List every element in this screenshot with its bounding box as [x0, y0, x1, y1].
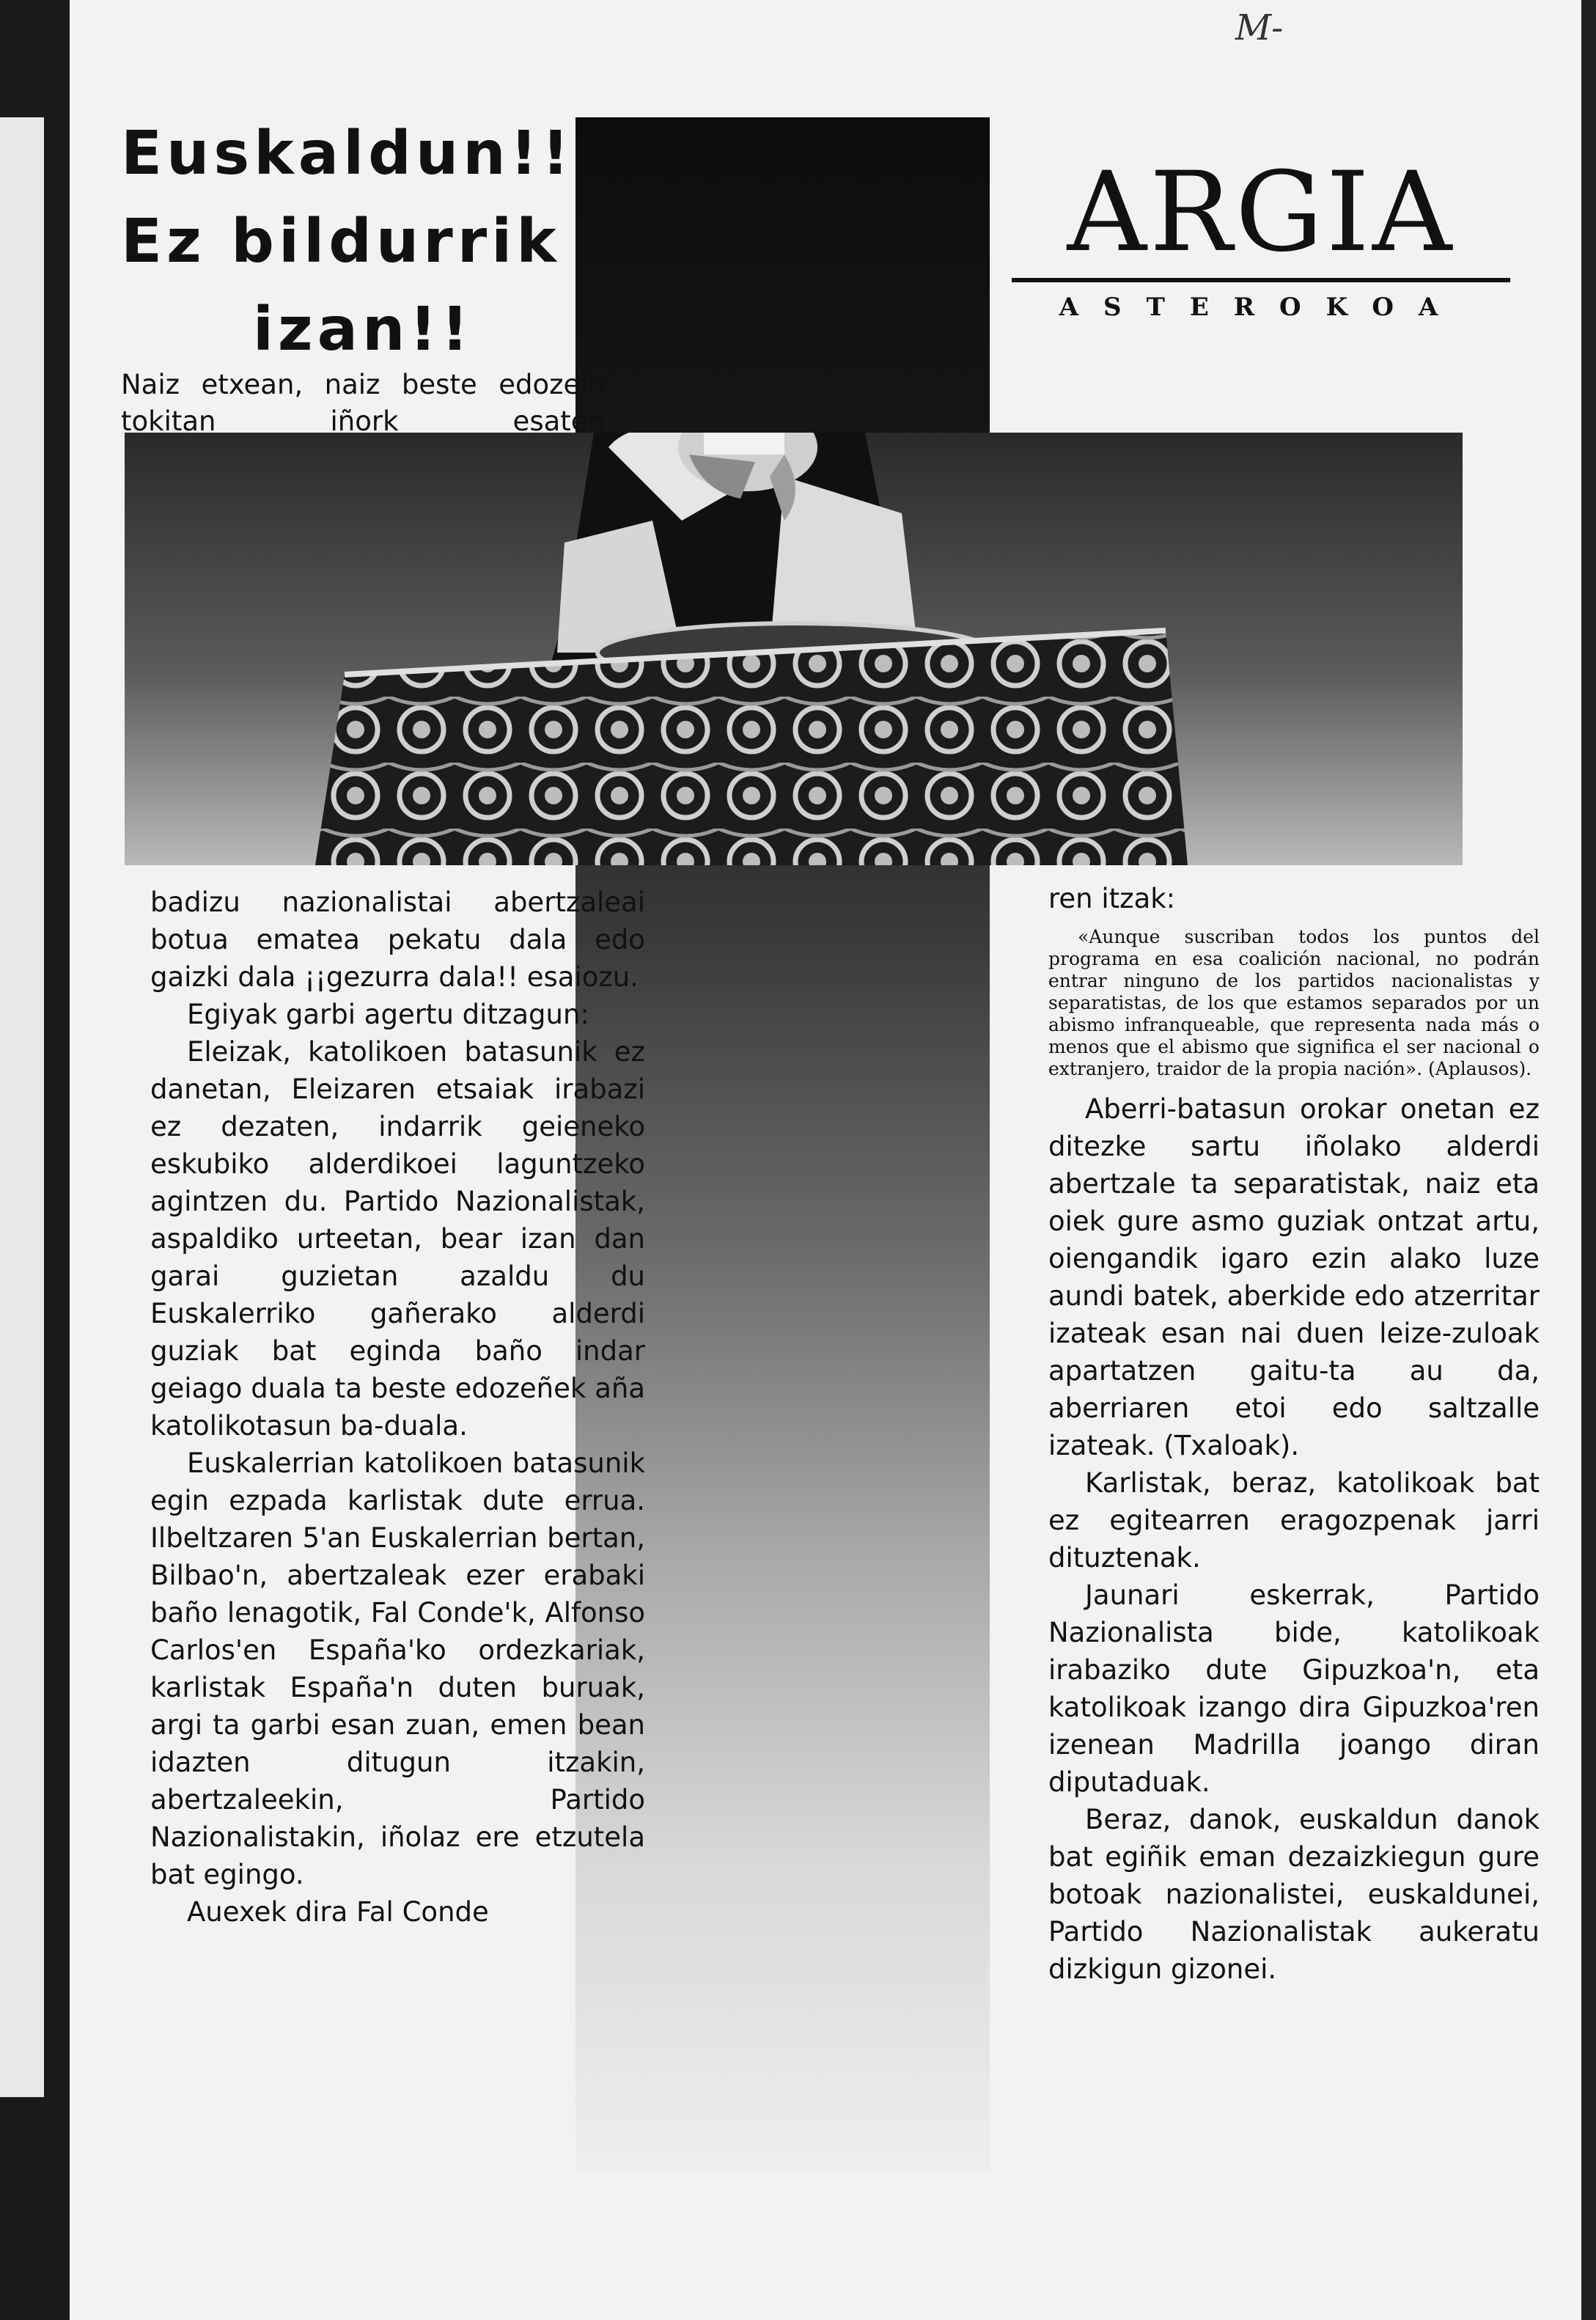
- cross-photo-praying-figure: [125, 433, 1463, 865]
- spanish-quote: [1048, 926, 1540, 1080]
- paragraph-lead: ren itzak:: [1048, 883, 1176, 914]
- masthead-subtitle: ASTEROKOA: [1059, 293, 1463, 322]
- paragraph: Beraz, danok, euskaldun danok bat egiñik eman dezaizkiegun gure botoak nazionalistei, euskaldunei, Partido Nazionalistak aukeratu dizkigun gizonei.: [1048, 1804, 1540, 1985]
- photo-illustration: [125, 433, 1463, 865]
- handwritten-note: M-: [1235, 7, 1284, 48]
- paragraph: Auexek dira Fal Conde: [187, 1896, 489, 1928]
- paragraph: Aberri-batasun orokar onetan ez ditezke sartu iñolako alderdi abertzale ta separatistak, naiz eta oiek gure asmo guziak ontzat artu, oiengandik igaro ezin alako luze aundi batek, aberkide edo atzerritar izateak esan nai duen leize-zuloak apartatzen gaitu-ta au da, aberriaren etoi edo saltzalle izateak. (Txaloak).: [1048, 1093, 1540, 1461]
- headline-line-3: izan!!: [252, 295, 474, 364]
- adjacent-page-strip: [0, 117, 44, 2097]
- masthead: [997, 150, 1525, 322]
- headline-line-2: Ez bildurrik: [121, 207, 561, 276]
- quote-text: «Aunque suscriban todos los puntos del programa en esa coalición nacional, no podrán entrar ninguno de los partidos nacionalistas y separatistas, de los que estamos separados por un abismo infranqueable, que representa nada más o menos que el abismo que significa el ser nacional o extranjero, traidor de la propia nación». (Aplausos).: [1048, 926, 1540, 1079]
- headline-line-1: Euskaldun!!: [121, 119, 574, 188]
- right-column: [1048, 880, 1540, 1988]
- headline: [121, 110, 605, 374]
- paragraph: Egiyak garbi agertu ditzagun:: [187, 999, 589, 1030]
- intro-text: Naiz etxean, naiz beste edozein tokitan iñork esaten: [121, 369, 605, 437]
- paragraph: Jaunari eskerrak, Partido Nazionalista bide, katolikoak irabaziko dute Gipuzkoa'n, eta katolikoak izango dira Gipuzkoa'ren izenean Madrilla joango diran diputaduak.: [1048, 1579, 1540, 1798]
- scan-edge-right: [1581, 0, 1596, 2320]
- paragraph: Karlistak, beraz, katolikoak bat ez egitearren eragozpenak jarri dituztenak.: [1048, 1467, 1540, 1574]
- masthead-rule: [1012, 278, 1510, 282]
- paragraph: Euskalerrian katolikoen batasunik egin ezpada karlistak dute errua. Ilbeltzaren 5'an Euskalerrian bertan, Bilbao'n, abertzaleak ezer erabaki baño lenagotik, Fal Conde'k, Alfonso Carlos'en España'ko ordezkariak, karlistak España'n duten buruak, argi ta garbi esan zuan, emen bean idazten ditugun itzakin, abertzaleekin, Partido Nazionalistakin, iñolaz ere etzutela bat egingo.: [150, 1447, 645, 1890]
- paragraph: Eleizak, katolikoen batasunik ez danetan, Eleizaren etsaiak irabazi ez dezaten, indarrik geieneko eskubiko alderdikoei laguntzeko agintzen du. Partido Nazionalistak, aspaldiko urteetan, bear izan dan garai guzietan azaldu du Euskalerriko gañerako alderdi guziak bat eginda baño indar geiago duala ta beste edozeñek aña katolikotasun ba-duala.: [150, 1036, 645, 1442]
- left-column: [150, 884, 645, 1931]
- newspaper-page: [70, 0, 1596, 2320]
- paragraph: badizu nazionalistai abertzaleai botua ematea pekatu dala edo gaizki dala ¡¡gezurra dala!! esaiozu.: [150, 886, 645, 993]
- masthead-title: ARGIA: [1067, 149, 1455, 276]
